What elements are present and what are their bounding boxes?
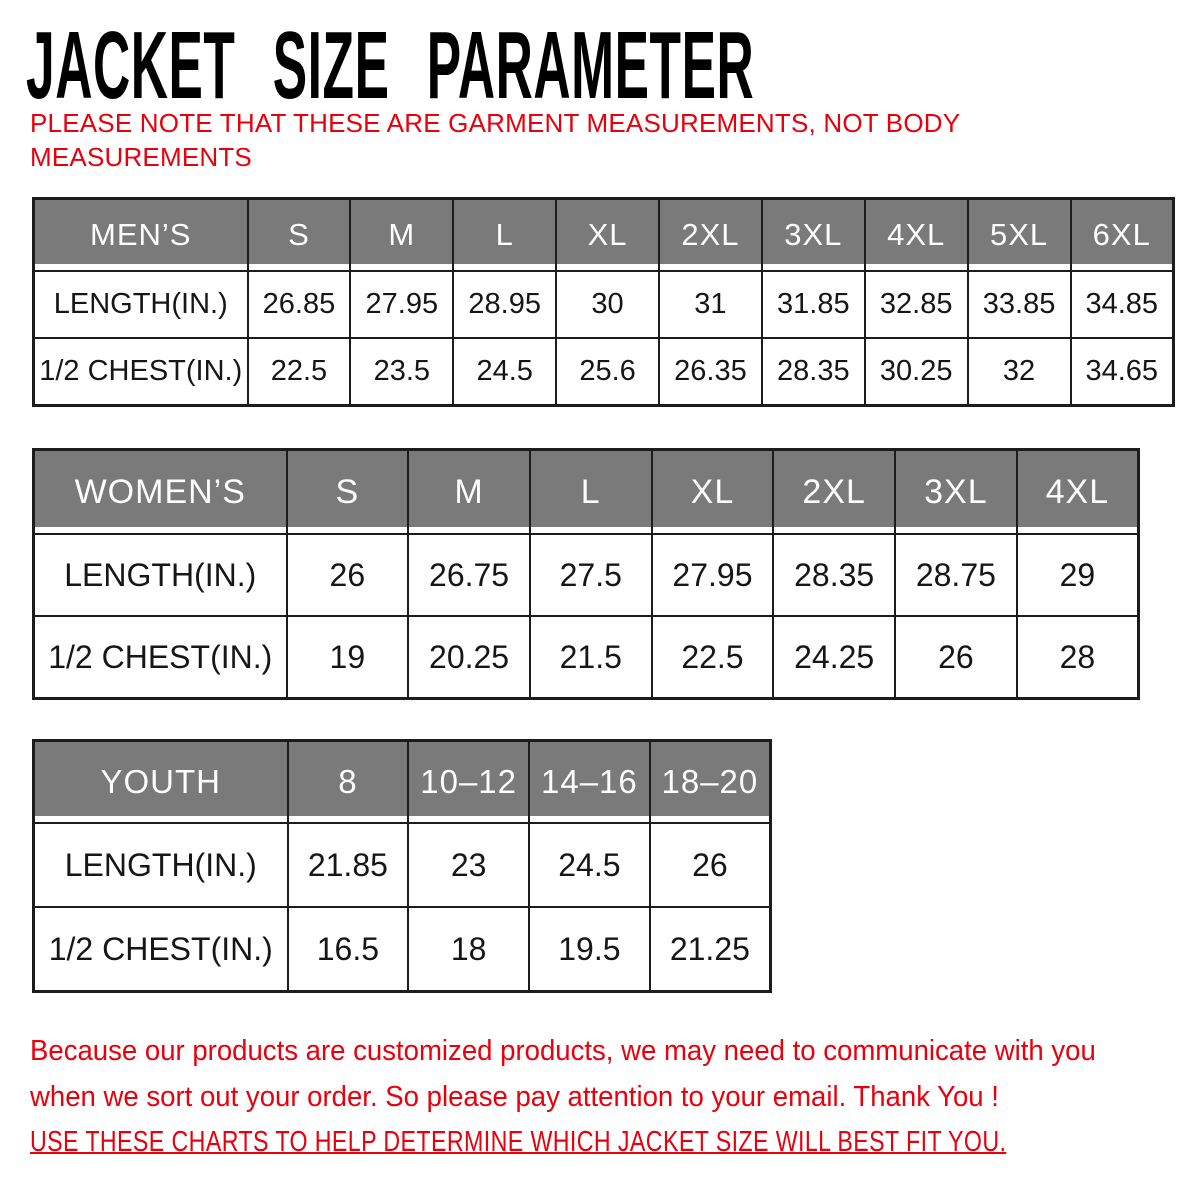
womens-size-header-m: M xyxy=(408,450,530,535)
length-value-cell: 26 xyxy=(650,823,771,907)
youth-size-header-8: 8 xyxy=(288,741,409,824)
chest-value-cell: 19.5 xyxy=(529,907,650,992)
length-row-label: LENGTH(IN.) xyxy=(34,534,287,616)
garment-measurement-note: PLEASE NOTE THAT THESE ARE GARMENT MEASUREMENTS, NOT BODY MEASUREMENTS xyxy=(30,108,960,172)
chest-value-cell: 23.5 xyxy=(350,338,453,406)
womens-header-row xyxy=(34,450,1139,535)
chest-value-cell: 19 xyxy=(287,616,409,699)
mens-size-header-m: M xyxy=(350,199,453,272)
length-value-cell: 28.75 xyxy=(895,534,1017,616)
chest-row-label: 1/2 CHEST(IN.) xyxy=(34,616,287,699)
womens-size-header-4xl: 4XL xyxy=(1017,450,1139,535)
page-title xyxy=(26,12,1200,119)
chest-value-cell: 21.25 xyxy=(650,907,771,992)
chest-value-cell: 20.25 xyxy=(408,616,530,699)
length-value-cell: 26.85 xyxy=(248,271,351,338)
customization-notice-line2: when we sort out your order. So please pay attention to your email. Thank You ! xyxy=(30,1081,999,1113)
mens-size-header-2xl: 2XL xyxy=(659,199,762,272)
chest-row-label: 1/2 CHEST(IN.) xyxy=(34,338,248,406)
youth-size-table xyxy=(32,739,772,993)
length-value-cell: 31.85 xyxy=(762,271,865,338)
fit-guidance-note xyxy=(30,1122,1200,1162)
mens-group-header: MEN’S xyxy=(34,199,248,272)
youth-group-header: YOUTH xyxy=(34,741,288,824)
length-value-cell: 24.5 xyxy=(529,823,650,907)
length-value-cell: 27.95 xyxy=(350,271,453,338)
youth-size-header-14-16: 14–16 xyxy=(529,741,650,824)
length-value-cell: 31 xyxy=(659,271,762,338)
womens-size-header-3xl: 3XL xyxy=(895,450,1017,535)
womens-size-header-2xl: 2XL xyxy=(773,450,895,535)
length-value-cell: 27.5 xyxy=(530,534,652,616)
mens-header-row xyxy=(34,199,1174,272)
chest-value-cell: 21.5 xyxy=(530,616,652,699)
chest-value-cell: 26 xyxy=(895,616,1017,699)
youth-length-row xyxy=(34,823,771,907)
womens-size-header-s: S xyxy=(287,450,409,535)
length-value-cell: 34.85 xyxy=(1071,271,1174,338)
youth-size-header-10-12: 10–12 xyxy=(408,741,529,824)
chest-value-cell: 24.5 xyxy=(453,338,556,406)
chest-value-cell: 22.5 xyxy=(652,616,774,699)
length-value-cell: 28.35 xyxy=(773,534,895,616)
chest-value-cell: 28.35 xyxy=(762,338,865,406)
length-value-cell: 27.95 xyxy=(652,534,774,616)
chest-value-cell: 26.35 xyxy=(659,338,762,406)
chest-value-cell: 22.5 xyxy=(248,338,351,406)
length-value-cell: 32.85 xyxy=(865,271,968,338)
chest-value-cell: 25.6 xyxy=(556,338,659,406)
length-value-cell: 30 xyxy=(556,271,659,338)
mens-size-header-s: S xyxy=(248,199,351,272)
length-value-cell: 26.75 xyxy=(408,534,530,616)
length-value-cell: 26 xyxy=(287,534,409,616)
length-row-label: LENGTH(IN.) xyxy=(34,823,288,907)
womens-chest-row xyxy=(34,616,1139,699)
length-row-label: LENGTH(IN.) xyxy=(34,271,248,338)
customization-notice-line1: Because our products are customized products, we may need to communicate with you xyxy=(30,1035,1096,1067)
length-value-cell: 33.85 xyxy=(968,271,1071,338)
womens-size-header-xl: XL xyxy=(652,450,774,535)
youth-size-header-18-20: 18–20 xyxy=(650,741,771,824)
length-value-cell: 28.95 xyxy=(453,271,556,338)
page-title-text: JACKET SIZE PARAMETER xyxy=(26,12,755,119)
chest-row-label: 1/2 CHEST(IN.) xyxy=(34,907,288,992)
mens-size-header-4xl: 4XL xyxy=(865,199,968,272)
mens-size-header-3xl: 3XL xyxy=(762,199,865,272)
youth-header-row xyxy=(34,741,771,824)
chest-value-cell: 24.25 xyxy=(773,616,895,699)
chest-value-cell: 32 xyxy=(968,338,1071,406)
length-value-cell: 23 xyxy=(408,823,529,907)
mens-size-header-5xl: 5XL xyxy=(968,199,1071,272)
womens-length-row xyxy=(34,534,1139,616)
mens-chest-row xyxy=(34,338,1174,406)
length-value-cell: 29 xyxy=(1017,534,1139,616)
length-value-cell: 21.85 xyxy=(288,823,409,907)
mens-size-header-l: L xyxy=(453,199,556,272)
youth-chest-row xyxy=(34,907,771,992)
mens-size-header-xl: XL xyxy=(556,199,659,272)
chest-value-cell: 30.25 xyxy=(865,338,968,406)
mens-size-header-6xl: 6XL xyxy=(1071,199,1174,272)
chest-value-cell: 34.65 xyxy=(1071,338,1174,406)
fit-guidance-text: USE THESE CHARTS TO HELP DETERMINE WHICH JACKET SIZE WILL BEST FIT YOU. xyxy=(30,1126,1007,1158)
chest-value-cell: 28 xyxy=(1017,616,1139,699)
womens-size-header-l: L xyxy=(530,450,652,535)
womens-size-table xyxy=(32,448,1140,700)
womens-group-header: WOMEN’S xyxy=(34,450,287,535)
mens-size-table xyxy=(32,197,1175,407)
chest-value-cell: 16.5 xyxy=(288,907,409,992)
chest-value-cell: 18 xyxy=(408,907,529,992)
mens-length-row xyxy=(34,271,1174,338)
customization-notice xyxy=(30,1028,1152,1120)
